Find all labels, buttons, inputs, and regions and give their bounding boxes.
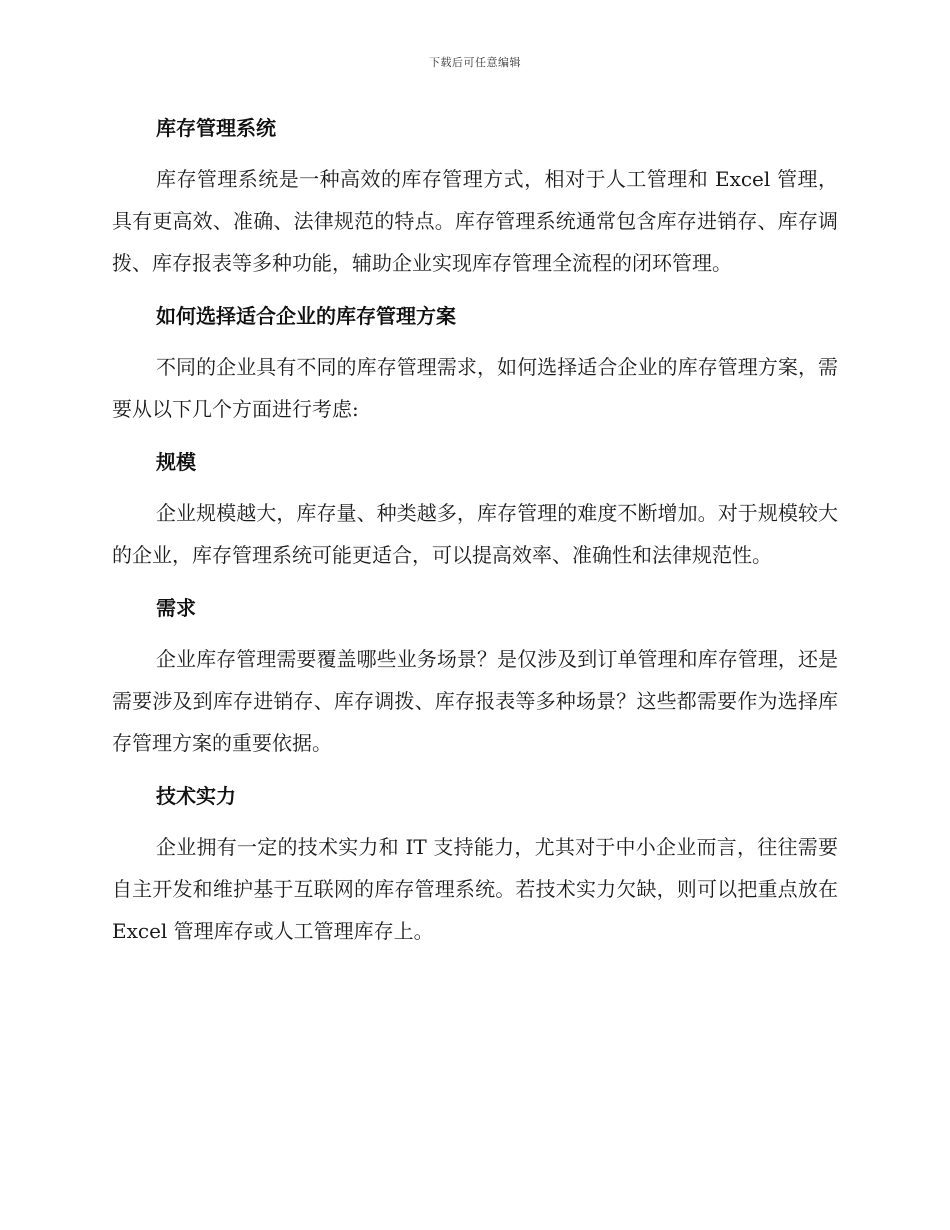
page-header: 下载后可任意编辑 [429, 56, 521, 69]
section-paragraph-inventory-system: 库存管理系统是一种高效的库存管理方式，相对于人工管理和 Excel 管理，具有更高效、准确、法律规范的特点。库存管理系统通常包含库存进销存、库存调拨、库存报表等多种功能，辅助企业实现库存管理全流程的闭环管理。 [112, 167, 838, 275]
section-heading-scale: 规模 [156, 450, 196, 474]
document-body [112, 108, 838, 964]
section-heading-needs: 需求 [156, 596, 196, 620]
section-heading-tech-capability: 技术实力 [156, 784, 236, 808]
section-heading-inventory-system: 库存管理系统 [156, 116, 276, 140]
section-paragraph-tech-capability: 企业拥有一定的技术实力和 IT 支持能力，尤其对于中小企业而言，往往需要自主开发和维护基于互联网的库存管理系统。若技术实力欠缺，则可以把重点放在 Excel 管理库存或人工管理库存上。 [112, 835, 838, 943]
section-paragraph-choose-solution: 不同的企业具有不同的库存管理需求，如何选择适合企业的库存管理方案，需要从以下几个方面进行考虑: [112, 355, 838, 421]
section-paragraph-scale: 企业规模越大，库存量、种类越多，库存管理的难度不断增加。对于规模较大的企业，库存管理系统可能更适合，可以提高效率、准确性和法律规范性。 [112, 501, 838, 567]
section-heading-choose-solution: 如何选择适合企业的库存管理方案 [156, 304, 456, 328]
section-paragraph-needs: 企业库存管理需要覆盖哪些业务场景？是仅涉及到订单管理和库存管理，还是需要涉及到库存进销存、库存调拨、库存报表等多种场景？这些都需要作为选择库存管理方案的重要依据。 [112, 647, 838, 755]
